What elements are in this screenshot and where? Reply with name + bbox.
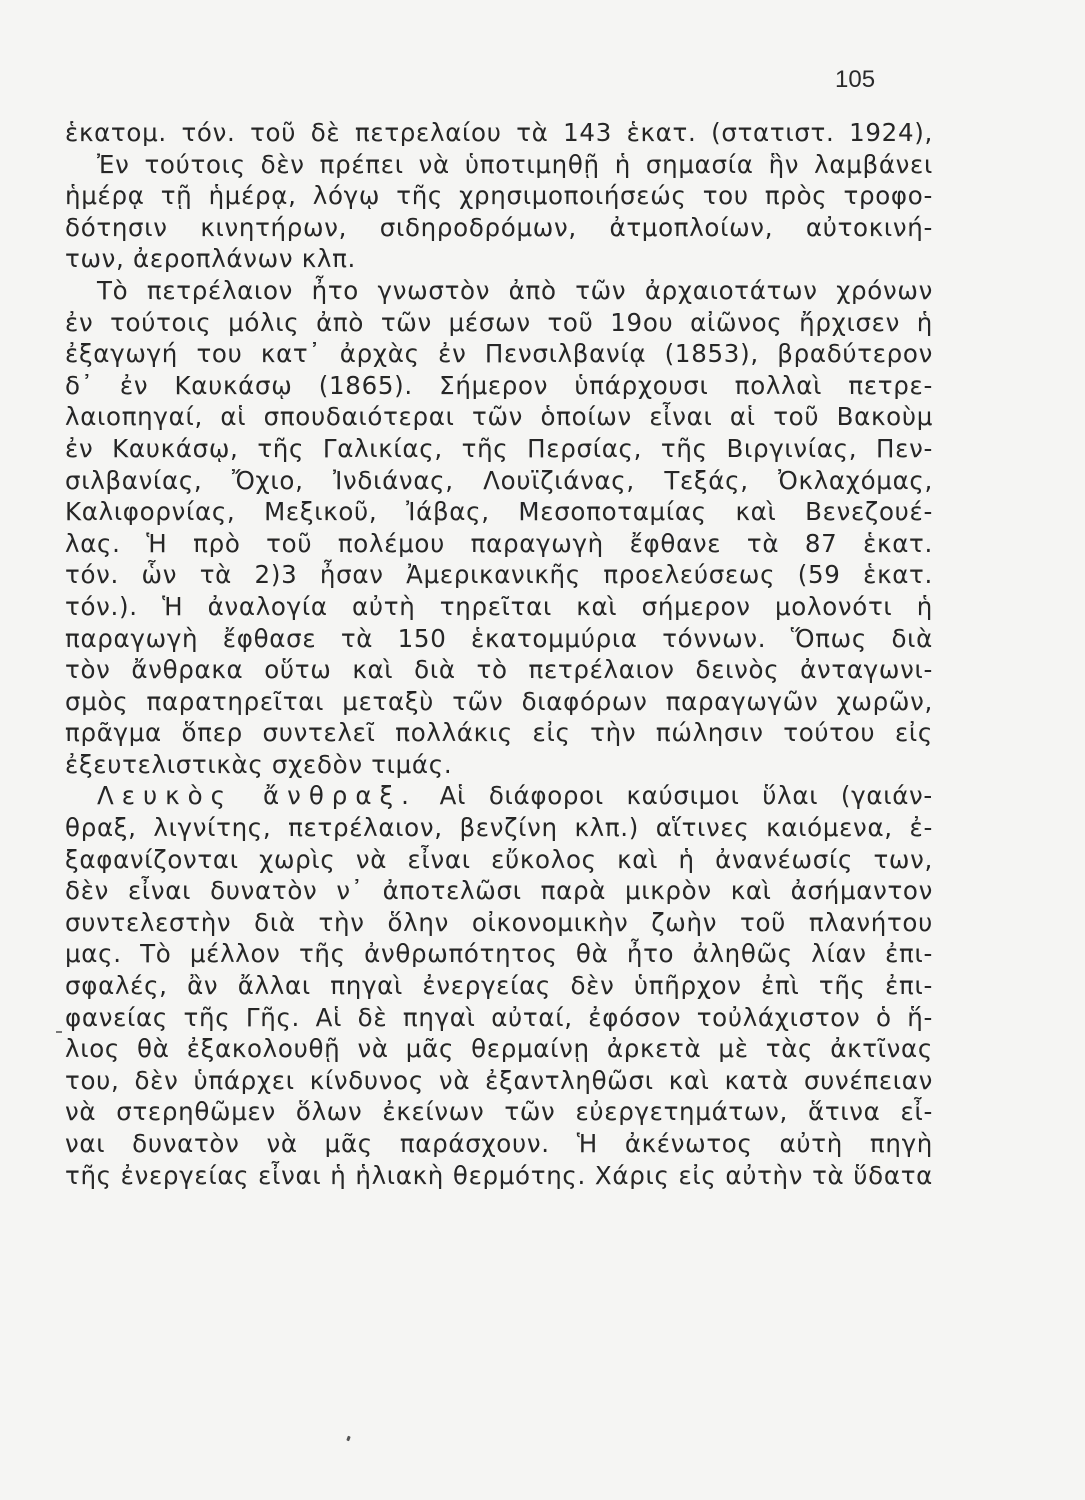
text-line: λας. Ἡ πρὸ τοῦ πολέμου παραγωγὴ ἔφθανε τὰ 87 ἑκατ.: [65, 528, 933, 558]
text-line: τόν.). Ἡ ἀναλογία αὐτὴ τηρεῖται καὶ σήμερον μολονότι ἡ: [65, 591, 933, 621]
text-line: ναι δυνατὸν νὰ μᾶς παράσχουν. Ἡ ἀκένωτος αὐτὴ πηγὴ: [65, 1129, 933, 1158]
text-line: τῆς ἐνεργείας εἶναι ἡ ἡλιακὴ θερμότης. Χάρις εἰς αὐτὴν τὰ ὕδατα: [65, 1160, 933, 1190]
text-line: του, δὲν ὑπάρχει κίνδυνος νὰ ἐξαντληθῶσι καὶ κατὰ συνέπειαν: [65, 1065, 933, 1095]
text-line: ἐν τούτοις μόλις ἀπὸ τῶν μέσων τοῦ 19ου αἰῶνος ἤρχισεν ἡ: [65, 307, 933, 337]
text-line: ἑκατομ. τόν. τοῦ δὲ πετρελαίου τὰ 143 ἑκατ. (στατιστ. 1924),: [65, 118, 933, 147]
text-line: θραξ, λιγνίτης, πετρέλαιον, βενζίνη κλπ.) αἵτινες καιόμενα, ἐ-: [65, 813, 933, 843]
text-line: ἐν Καυκάσῳ, τῆς Γαλικίας, τῆς Περσίας, τῆς Βιργινίας, Πεν-: [65, 433, 933, 463]
text-line: δ᾽ ἐν Καυκάσῳ (1865). Σήμερον ὑπάρχουσι πολλαὶ πετρε-: [65, 370, 933, 400]
text-line: σμὸς παρατηρεῖται μεταξὺ τῶν διαφόρων παραγωγῶν χωρῶν,: [65, 686, 933, 716]
text-line: λιος θὰ ἐξακολουθῇ νὰ μᾶς θερμαίνῃ ἀρκετὰ μὲ τὰς ἀκτῖνας: [65, 1034, 933, 1064]
margin-mark: [56, 1031, 62, 1033]
text-line: ἡμέρᾳ τῇ ἡμέρᾳ, λόγῳ τῆς χρησιμοποιήσεώς του πρὸς τροφο-: [65, 181, 933, 211]
text-line: μας. Τὸ μέλλον τῆς ἀνθρωπότητος θὰ ἦτο ἀληθῶς λίαν ἐπι-: [65, 939, 933, 969]
text-line: Καλιφορνίας, Μεξικοῦ, Ἰάβας, Μεσοποταμίας καὶ Βενεζουέ-: [65, 497, 933, 527]
body-text: [65, 117, 933, 1191]
text-line: ἐξευτελιστικὰς σχεδὸν τιμάς.: [65, 749, 453, 779]
text-line: νὰ στερηθῶμεν ὅλων ἐκείνων τῶν εὐεργετημάτων, ἅτινα εἶ-: [65, 1097, 933, 1127]
text-line: Ἐν τούτοις δὲν πρέπει νὰ ὑποτιμηθῇ ἡ σημασία ἣν λαμβάνει: [97, 149, 933, 179]
page-number: 105: [835, 66, 876, 93]
text-line: ξαφανίζονται χωρὶς νὰ εἶναι εὔκολος καὶ ἡ ἀνανέωσίς των,: [65, 844, 933, 874]
text-line: τόν. ὧν τὰ 2)3 ἦσαν Ἀμερικανικῆς προελεύσεως (59 ἑκατ.: [65, 560, 933, 590]
text-line-rest: Αἱ διάφοροι καύσιμοι ὕλαι (γαιάν-: [439, 781, 933, 811]
text-line: συντελεστὴν διὰ τὴν ὅλην οἰκονομικὴν ζωὴν τοῦ πλανήτου: [65, 907, 933, 937]
text-line: παραγωγὴ ἔφθασε τὰ 150 ἑκατομμύρια τόννων. Ὅπως διὰ: [65, 623, 933, 653]
text-line: λαιοπηγαί, αἱ σπουδαιότεραι τῶν ὁποίων εἶναι αἱ τοῦ Βακοὺμ: [65, 402, 933, 432]
text-line: σιλβανίας, Ὄχιο, Ἰνδιάνας, Λουϊζιάνας, Τεξάς, Ὀκλαχόμας,: [65, 465, 933, 495]
text-line: τὸν ἄνθρακα οὕτω καὶ διὰ τὸ πετρέλαιον δεινὸς ἀνταγωνι-: [65, 655, 933, 685]
text-line: ἐξαγωγή του κατ᾽ ἀρχὰς ἐν Πενσιλβανίᾳ (1853), βραδύτερον: [65, 339, 933, 369]
text-line: Τὸ πετρέλαιον ἦτο γνωστὸν ἀπὸ τῶν ἀρχαιοτάτων χρόνων: [97, 275, 933, 305]
text-line: δότησιν κινητήρων, σιδηροδρόμων, ἀτμοπλοίων, αὐτοκινή-: [65, 212, 933, 242]
text-line: πρᾶγμα ὅπερ συντελεῖ πολλάκις εἰς τὴν πώλησιν τούτου εἰς: [65, 718, 933, 748]
section-heading: Λευκὸς ἄνθραξ.: [97, 781, 417, 811]
text-line: [65, 780, 933, 812]
text-line: δὲν εἶναι δυνατὸν ν᾽ ἀποτελῶσι παρὰ μικρὸν καὶ ἀσήμαντον: [65, 876, 933, 906]
ink-speck: [346, 1436, 351, 1442]
text-line: φανείας τῆς Γῆς. Αἱ δὲ πηγαὶ αὐταί, ἐφόσον τοὐλάχιστον ὁ ἥ-: [65, 1002, 933, 1032]
text-line: σφαλές, ἂν ἄλλαι πηγαὶ ἐνεργείας δὲν ὑπῆρχον ἐπὶ τῆς ἐπι-: [65, 971, 933, 1001]
text-line: των, ἀεροπλάνων κλπ.: [65, 244, 357, 274]
